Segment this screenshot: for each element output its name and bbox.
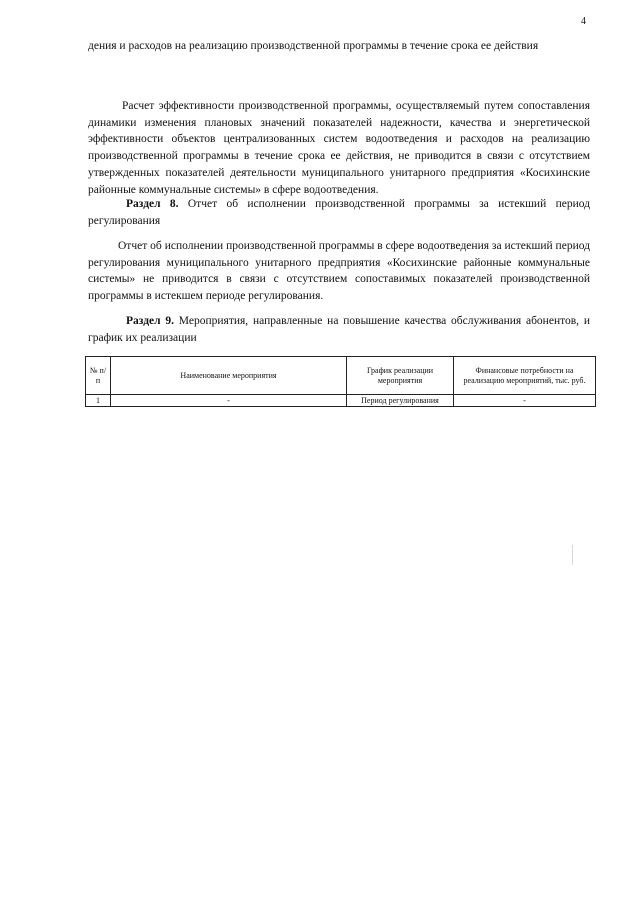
header-number: № п/п: [86, 357, 111, 395]
scan-artifact-line: [572, 545, 573, 565]
section-8-heading: [88, 196, 590, 229]
header-financial-needs: Финансовые потребности на реализацию мероприятий, тыс. руб.: [454, 357, 596, 395]
continuation-paragraph: дения и расходов на реализацию производственной программы в течение срока ее действия: [88, 40, 539, 52]
section-8-label: Раздел 8.: [126, 198, 179, 210]
program-report-paragraph: Отчет об исполнении производственной программы в сфере водоотведения за истекший период регулирования муниципального унитарного предприятия «Косихинские районные коммунальные системы» не приводится в связи с отсутствием сопоставимых показателей производственной программы в истекшем периоде регулирования.: [88, 240, 590, 303]
header-measure-name: Наименование мероприятия: [111, 357, 347, 395]
cell-measure-name: -: [111, 395, 347, 407]
measures-table: [85, 356, 596, 407]
section-9-label: Раздел 9.: [126, 315, 174, 327]
efficiency-calculation-paragraph: Расчет эффективности производственной программы, осуществляемый путем сопоставления динамики изменения плановых значений показателей надежности, качества и энергетической эффективности объектов централизованных систем водоотведения и расходов на реализацию производственной программы в течение срока ее действия, не приводится в связи с отсутствием утвержденных показателей деятельности муниципального унитарного предприятия «Косихинские районные коммунальные системы» в сфере водоотведения.: [88, 100, 590, 196]
cell-number: 1: [86, 395, 111, 407]
cell-financial-needs: -: [454, 395, 596, 407]
table-row: [86, 395, 596, 407]
header-schedule: График реализации мероприятия: [347, 357, 454, 395]
section-8-title: Отчет об исполнении производственной программы за истекший период регулирования: [88, 198, 591, 227]
section-9-heading: [88, 313, 590, 346]
cell-schedule: Период регулирования: [347, 395, 454, 407]
section-9-title: Мероприятия, направленные на повышение качества обслуживания абонентов, и график их реализации: [88, 315, 590, 344]
page-number: 4: [581, 16, 586, 27]
table-header-row: [86, 357, 596, 395]
